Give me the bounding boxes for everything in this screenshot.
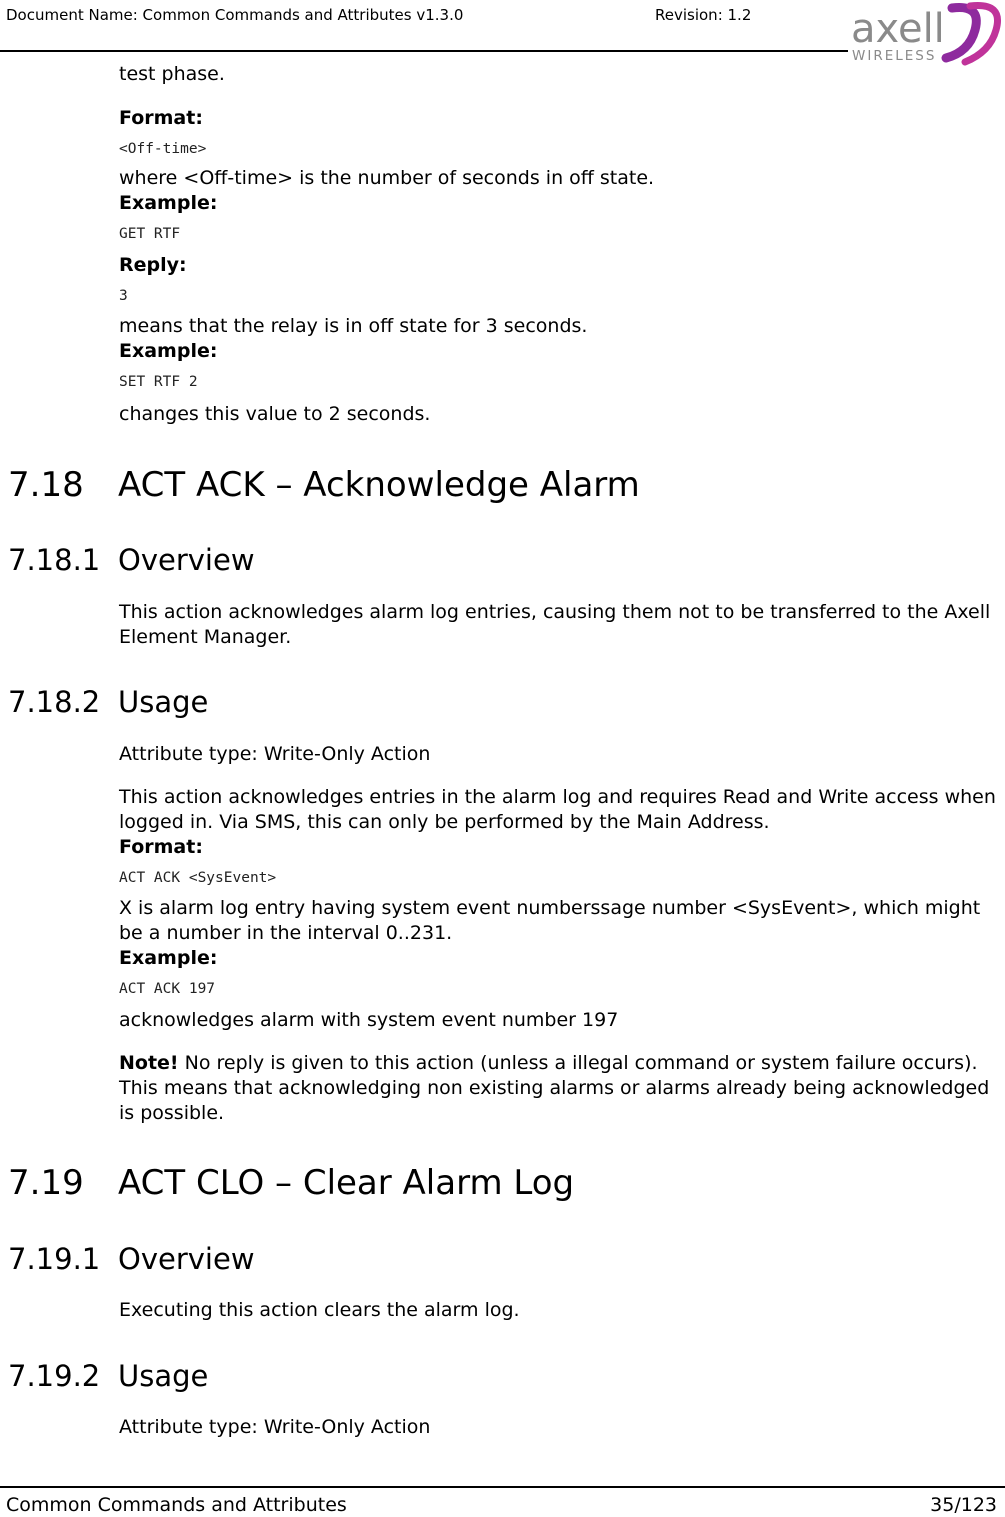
note-text: No reply is given to this action (unless a illegal command or system failure occurs). This means that acknowledging non existing alarms or alarms already being acknowledged is possible. [119, 1052, 990, 1124]
section-number: 7.19 [8, 1163, 84, 1203]
subsection-heading-7-19-2 [8, 1359, 208, 1393]
code-line: <Off-time> [119, 141, 207, 157]
paragraph: This action acknowledges alarm log entries, causing them not to be transferred to the Axell Element Manager. [119, 601, 991, 648]
paragraph: acknowledges alarm with system event number 197 [119, 1009, 619, 1031]
header-divider [0, 50, 848, 52]
section-number: 7.18 [8, 465, 84, 505]
paragraph: X is alarm log entry having system event numberssage number <SysEvent>, which might be a number in the interval 0..231. [119, 897, 981, 944]
document-name: Document Name: Common Commands and Attributes v1.3.0 [6, 6, 464, 24]
format-label: Format: [119, 836, 203, 858]
overview-text [119, 600, 997, 650]
revision: Revision: 1.2 [655, 6, 752, 24]
example-label: Example: [119, 340, 218, 362]
usage-content [119, 1415, 997, 1440]
section-heading-7-19 [8, 1163, 574, 1203]
note-paragraph [119, 1051, 997, 1126]
code-line: ACT ACK 197 [119, 981, 216, 997]
subsection-number: 7.19.2 [8, 1359, 101, 1393]
paragraph: changes this value to 2 seconds. [119, 403, 431, 425]
paragraph: Executing this action clears the alarm log. [119, 1299, 520, 1321]
format-label: Format: [119, 107, 203, 129]
subsection-heading-7-18-2 [8, 685, 208, 719]
code-line: SET RTF 2 [119, 374, 198, 390]
subsection-title: Usage [118, 1359, 209, 1393]
subsection-heading-7-19-1 [8, 1242, 255, 1276]
subsection-title: Overview [118, 543, 255, 577]
section-heading-7-18 [8, 465, 640, 505]
reply-label: Reply: [119, 254, 187, 276]
usage-content [119, 742, 997, 1126]
subsection-number: 7.18.1 [8, 543, 101, 577]
paragraph: where <Off-time> is the number of seconds in off state. [119, 167, 655, 189]
paragraph: This action acknowledges entries in the alarm log and requires Read and Write access when logged in. Via SMS, this can only be performed by the Main Address. [119, 786, 996, 833]
overview-text [119, 1298, 997, 1323]
subsection-title: Usage [118, 685, 209, 719]
section-title: ACT CLO – Clear Alarm Log [118, 1163, 575, 1203]
attribute-type: Attribute type: Write-Only Action [119, 1416, 431, 1438]
subsection-number: 7.18.2 [8, 685, 101, 719]
logo-subtext: WIRELESS [852, 48, 937, 64]
example-label: Example: [119, 947, 218, 969]
paragraph: means that the relay is in off state for 3 seconds. [119, 315, 588, 337]
code-line: GET RTF [119, 226, 181, 242]
paragraph: test phase. [119, 63, 225, 85]
page-number: 35/123 [930, 1494, 997, 1516]
footer-title: Common Commands and Attributes [6, 1494, 347, 1516]
example-label: Example: [119, 192, 218, 214]
code-line: ACT ACK <SysEvent> [119, 870, 277, 886]
logo-text: axell [851, 6, 945, 52]
subsection-number: 7.19.1 [8, 1242, 101, 1276]
subsection-title: Overview [118, 1242, 255, 1276]
subsection-heading-7-18-1 [8, 543, 255, 577]
attribute-type: Attribute type: Write-Only Action [119, 743, 431, 765]
code-line: 3 [119, 288, 128, 304]
note-label: Note! [119, 1052, 179, 1074]
footer-divider [0, 1486, 1005, 1488]
section-title: ACT ACK – Acknowledge Alarm [118, 465, 640, 505]
top-content [119, 62, 997, 427]
logo-swoosh-1 [946, 7, 976, 58]
axell-wireless-logo [848, 0, 1005, 66]
